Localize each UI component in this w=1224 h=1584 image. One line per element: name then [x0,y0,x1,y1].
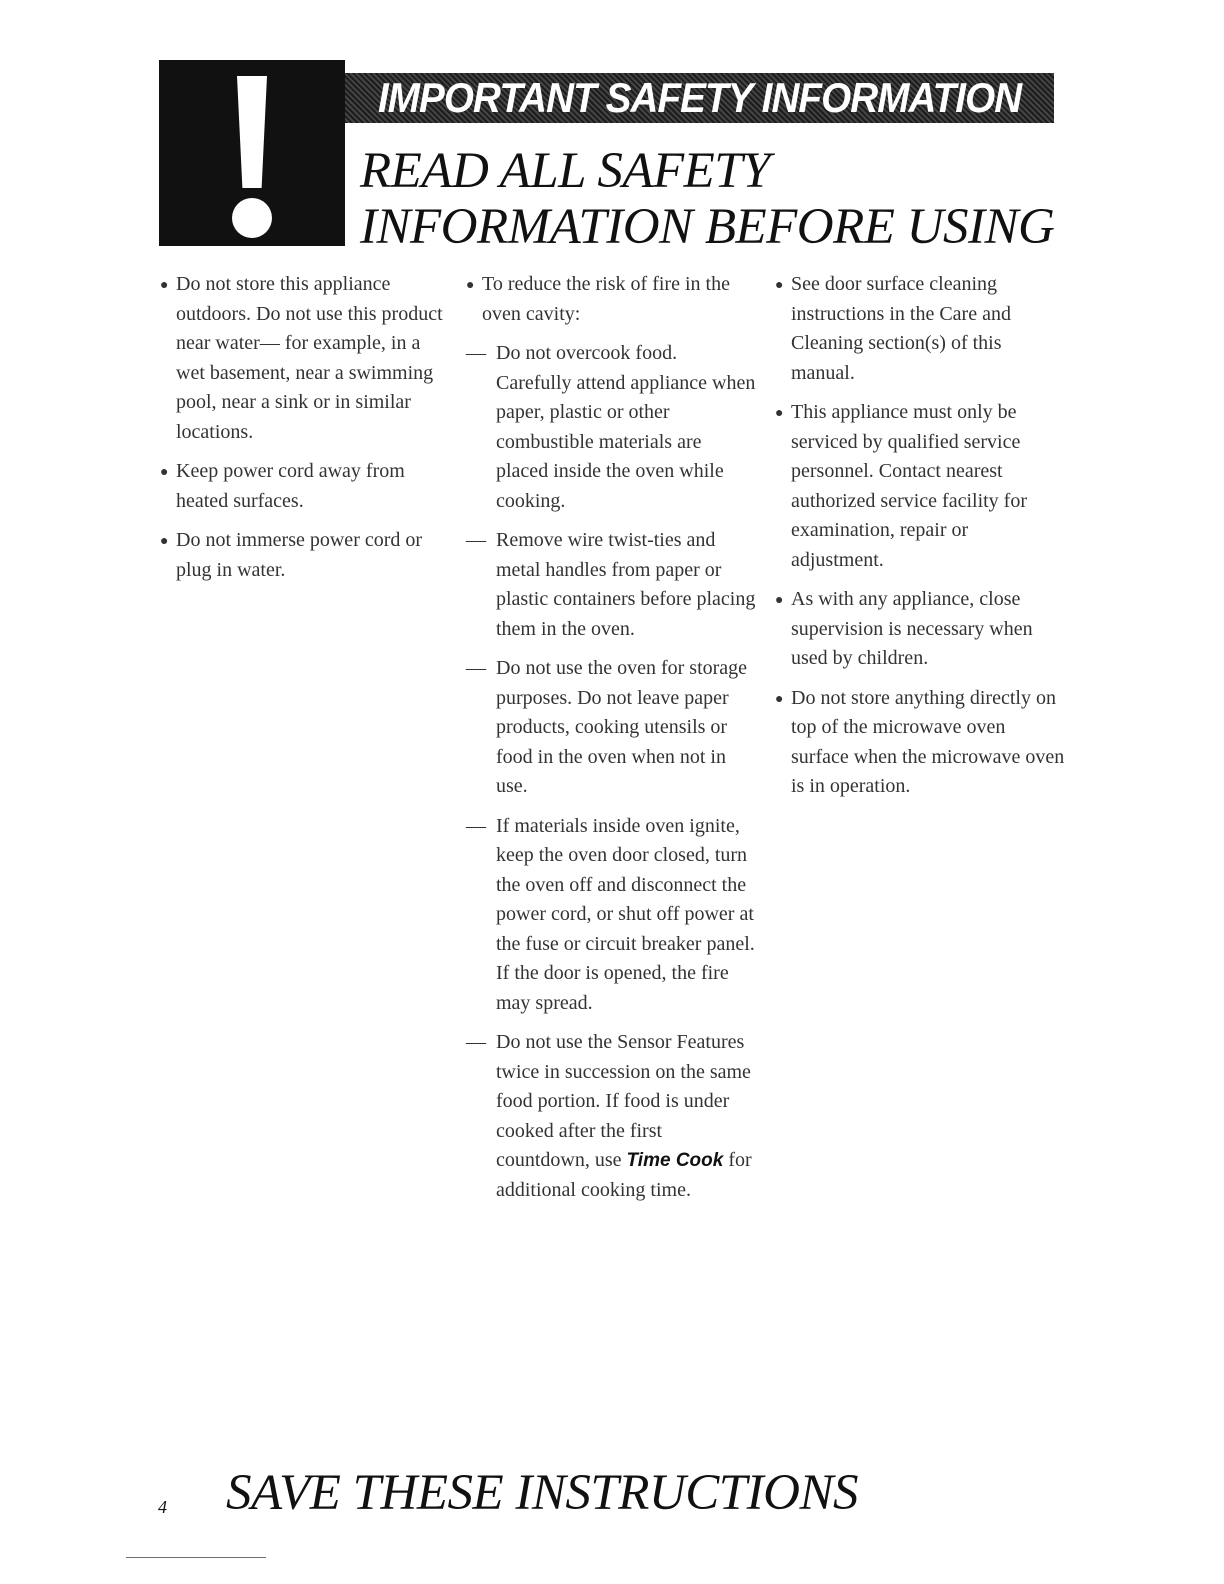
bullet-icon: ● [775,406,784,421]
sub-item: — Do not use the oven for storage purposes. Do not leave paper products, cooking utensils or food in the oven when not in use. [466,654,756,802]
bullet-icon: ● [160,278,169,293]
exclamation-bar [237,76,267,188]
sub-item [466,1028,756,1205]
dash-icon: — [466,529,486,551]
column-1 [160,270,450,595]
list-item: ● Do not store anything directly on top of the microwave oven surface when the microwave oven is in operation. [775,684,1065,802]
dash-icon: — [466,342,486,364]
exclamation-icon [159,60,345,246]
safety-banner [345,73,1054,123]
bullet-icon: ● [160,534,169,549]
sub-item: — Remove wire twist-ties and metal handles from paper or plastic containers before placing them in the oven. [466,526,756,644]
sub-item: — Do not overcook food. Carefully attend appliance when paper, plastic or other combustible materials are placed inside the oven while cooking. [466,339,756,516]
list-item: ● Do not store this appliance outdoors. Do not use this product near water— for example, in a wet basement, near a swimming pool, near a sink or in similar locations. [160,270,450,447]
footer-divider [126,1557,266,1558]
bullet-icon: ● [775,691,784,707]
sensor-warning: Do not use the Sensor Features twice in succession on the same food portion. If food is under cooked after the first countdown, use Time Cook for additional cooking time. [496,1031,752,1201]
column-3 [775,270,1065,812]
list-item: ● See door surface cleaning instructions in the Care and Cleaning section(s) of this manual. [775,270,1065,388]
list-item: ● As with any appliance, close supervision is necessary when used by children. [775,585,1065,674]
banner-title: IMPORTANT SAFETY INFORMATION [377,74,1022,121]
headline-line-1: READ ALL SAFETY [360,143,771,199]
column-2 [466,270,756,1215]
dash-icon: — [466,814,486,837]
dash-icon: — [466,657,486,679]
footer-title: SAVE THESE INSTRUCTIONS [226,1465,858,1521]
list-item: ● Keep power cord away from heated surfaces. [160,457,450,516]
list-item: ● To reduce the risk of fire in the oven cavity: [466,270,756,329]
page-headline [360,143,1060,255]
bullet-icon: ● [160,465,169,480]
time-cook-label: Time Cook [626,1150,724,1171]
bullet-icon: ● [466,278,475,293]
exclamation-dot [232,198,272,238]
headline-line-2: INFORMATION BEFORE USING [360,199,1055,255]
sub-item: — If materials inside oven ignite, keep the oven door closed, turn the oven off and disconnect the power cord, or shut off power at the fuse or circuit breaker panel. If the door is opened, the fire may spread. [466,812,756,1019]
bullet-icon: ● [775,593,784,608]
list-item: ● This appliance must only be serviced by qualified service personnel. Contact nearest authorized service facility for examination, repair or adjustment. [775,398,1065,575]
dash-icon: — [466,1031,486,1053]
list-item: ● Do not immerse power cord or plug in water. [160,526,450,585]
page-number: 4 [158,1497,167,1517]
bullet-icon: ● [775,278,784,293]
